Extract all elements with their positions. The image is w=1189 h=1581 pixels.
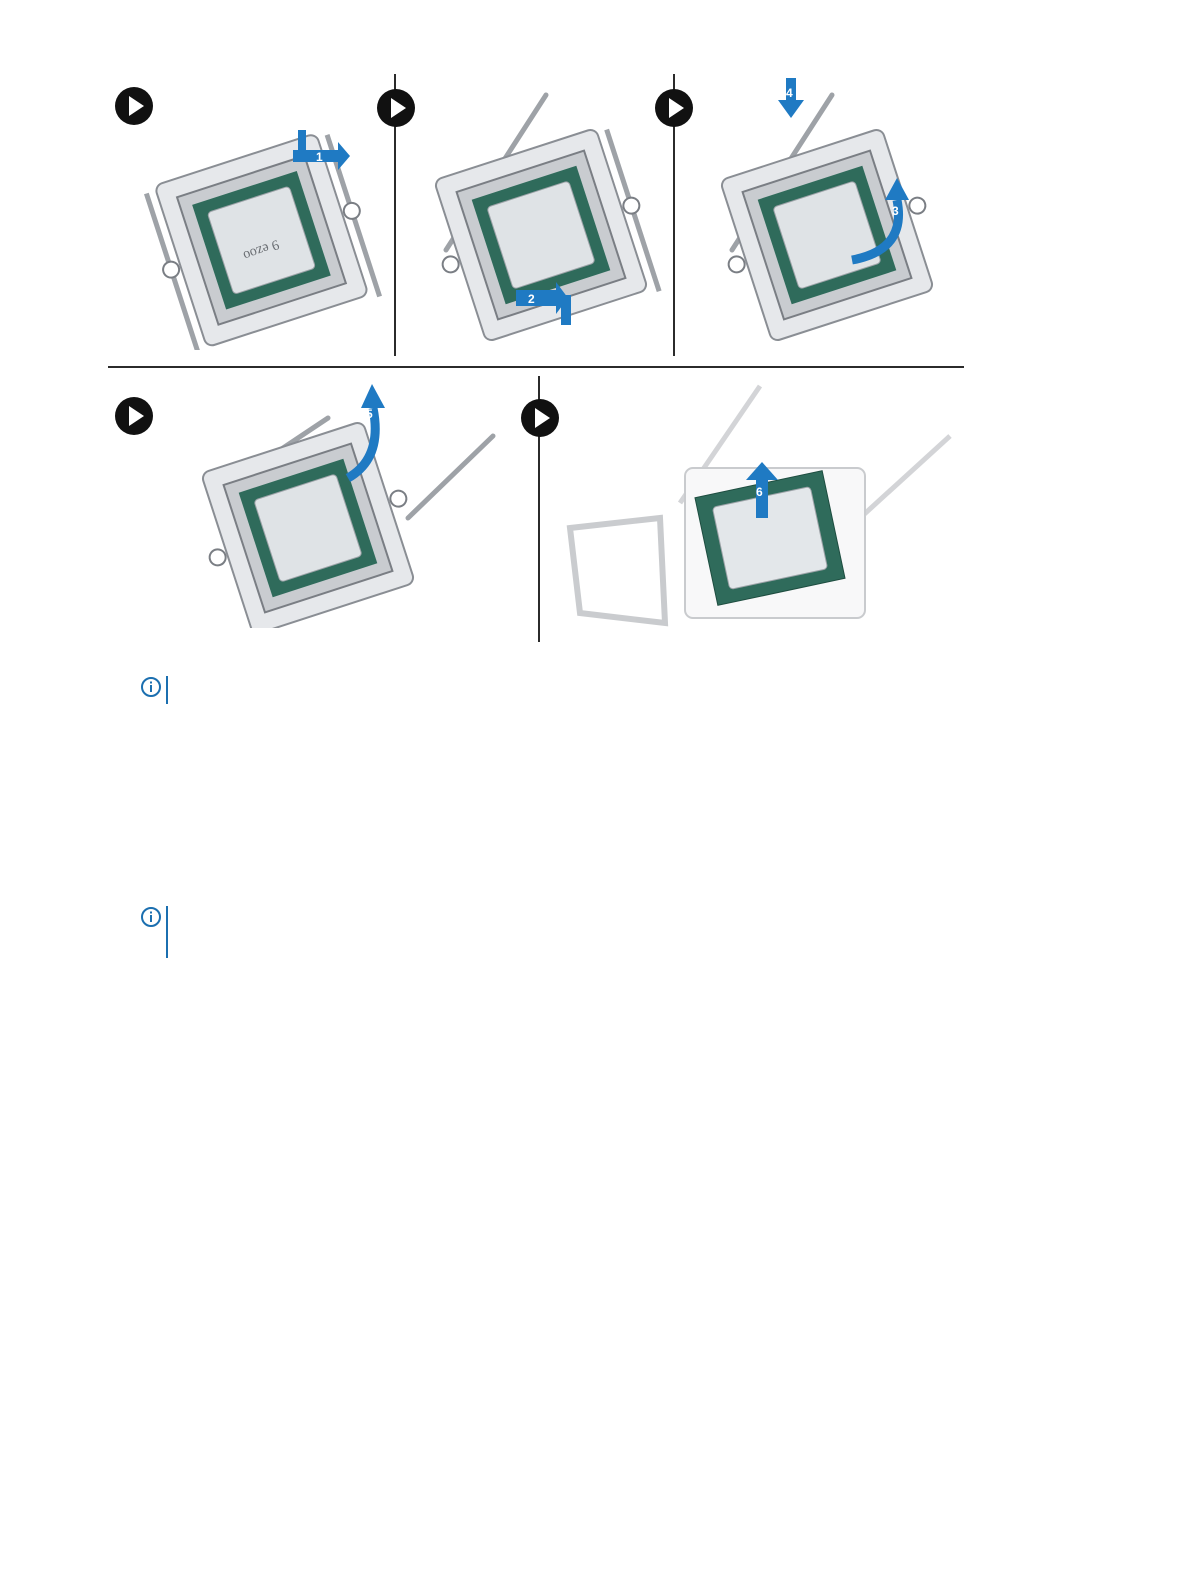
cpu-socket-illustration — [138, 120, 388, 350]
step-panel-3 — [652, 70, 952, 360]
step-panel-1 — [108, 80, 388, 360]
horizontal-divider — [108, 366, 964, 368]
play-icon — [376, 88, 416, 128]
play-icon — [520, 398, 560, 438]
step-panel-4 — [108, 378, 528, 638]
svg-text:3: 3 — [892, 204, 899, 218]
note-bar — [166, 906, 168, 958]
svg-text:1: 1 — [316, 150, 323, 164]
play-icon — [654, 88, 694, 128]
cpu-marking: 9 ezoo — [241, 236, 281, 263]
cpu-socket-illustration — [178, 378, 508, 628]
step-panel-5 — [520, 378, 970, 638]
svg-text:4: 4 — [786, 86, 793, 100]
cpu-removal-figure — [0, 0, 1189, 660]
svg-text:5: 5 — [366, 407, 373, 421]
note — [140, 906, 1040, 960]
cpu-socket-illustration — [560, 378, 960, 628]
svg-text:6: 6 — [756, 485, 763, 499]
info-icon — [140, 906, 162, 928]
svg-text:2: 2 — [528, 292, 535, 306]
step-arrow-4 — [778, 78, 804, 118]
note-bar — [166, 676, 168, 704]
play-icon — [114, 396, 154, 436]
step-panel-2 — [376, 80, 666, 360]
note — [140, 676, 1040, 706]
cpu-socket-illustration — [416, 80, 666, 350]
cpu-socket-illustration — [702, 70, 952, 350]
info-icon — [140, 676, 162, 698]
